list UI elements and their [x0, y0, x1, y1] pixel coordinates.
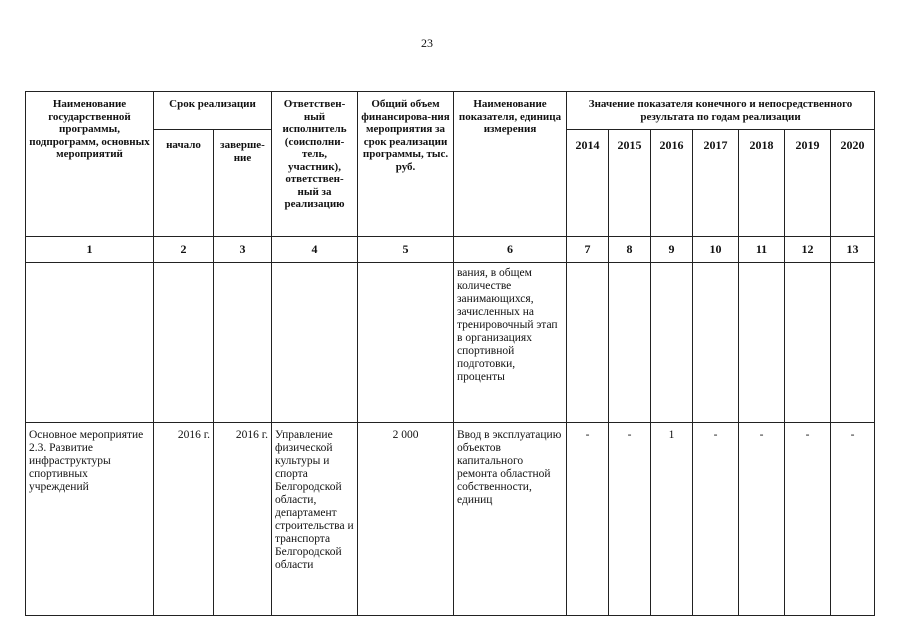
cell-indicator: Ввод в эксплуатацию объектов капитального ремонта областной собственности, единиц [454, 423, 567, 616]
header-year: 2020 [831, 130, 875, 237]
cell-end [214, 263, 272, 423]
header-term: Срок реализации [154, 92, 272, 130]
header-indicator: Наименование показателя, единица измерения [454, 92, 567, 237]
cell-value: 1 [651, 423, 693, 616]
column-number: 13 [831, 237, 875, 263]
cell-value: - [739, 423, 785, 616]
column-number: 6 [454, 237, 567, 263]
header-year: 2018 [739, 130, 785, 237]
header-year: 2017 [693, 130, 739, 237]
header-program-name: Наименование государственной программы, подпрограмм, основных мероприятий [26, 92, 154, 237]
program-table [25, 91, 875, 616]
header-year: 2014 [567, 130, 609, 237]
header-values-by-year: Значение показателя конечного и непосредственного результата по годам реализации [567, 92, 875, 130]
cell-end: 2016 г. [214, 423, 272, 616]
header-year: 2015 [609, 130, 651, 237]
cell-responsible: Управление физической культуры и спорта Белгородской области, департамент строительства и транспорта Белгородской области [272, 423, 358, 616]
table-row [26, 423, 875, 616]
cell-value: - [785, 423, 831, 616]
column-number: 4 [272, 237, 358, 263]
cell-value [831, 263, 875, 423]
header-responsible: Ответствен-ный исполнитель (соисполни-тель, участник), ответствен-ный за реализацию [272, 92, 358, 237]
header-start: начало [154, 130, 214, 237]
cell-value: - [567, 423, 609, 616]
cell-program-name: Основное мероприятие 2.3. Развитие инфраструктуры спортивных учреждений [26, 423, 154, 616]
cell-funding [358, 263, 454, 423]
header-row-1 [26, 92, 875, 130]
column-number: 3 [214, 237, 272, 263]
table-row [26, 263, 875, 423]
column-number: 8 [609, 237, 651, 263]
cell-value [651, 263, 693, 423]
column-number: 10 [693, 237, 739, 263]
cell-value [739, 263, 785, 423]
header-year: 2016 [651, 130, 693, 237]
cell-value [609, 263, 651, 423]
cell-program-name [26, 263, 154, 423]
cell-start [154, 263, 214, 423]
cell-funding: 2 000 [358, 423, 454, 616]
cell-indicator: вания, в общем количестве занимающихся, зачисленных на тренировочный этап в организациях спортивной подготовки, проценты [454, 263, 567, 423]
column-number: 9 [651, 237, 693, 263]
cell-value: - [609, 423, 651, 616]
cell-responsible [272, 263, 358, 423]
page-number: 23 [421, 36, 433, 50]
cell-value [567, 263, 609, 423]
header-end: заверше-ние [214, 130, 272, 237]
column-number: 12 [785, 237, 831, 263]
cell-value [785, 263, 831, 423]
column-number: 1 [26, 237, 154, 263]
cell-value: - [693, 423, 739, 616]
cell-start: 2016 г. [154, 423, 214, 616]
cell-value [693, 263, 739, 423]
column-number: 7 [567, 237, 609, 263]
cell-value: - [831, 423, 875, 616]
column-number: 11 [739, 237, 785, 263]
header-funding: Общий объем финансирова-ния мероприятия за срок реализации программы, тыс. руб. [358, 92, 454, 237]
column-number-row [26, 237, 875, 263]
column-number: 2 [154, 237, 214, 263]
column-number: 5 [358, 237, 454, 263]
header-year: 2019 [785, 130, 831, 237]
